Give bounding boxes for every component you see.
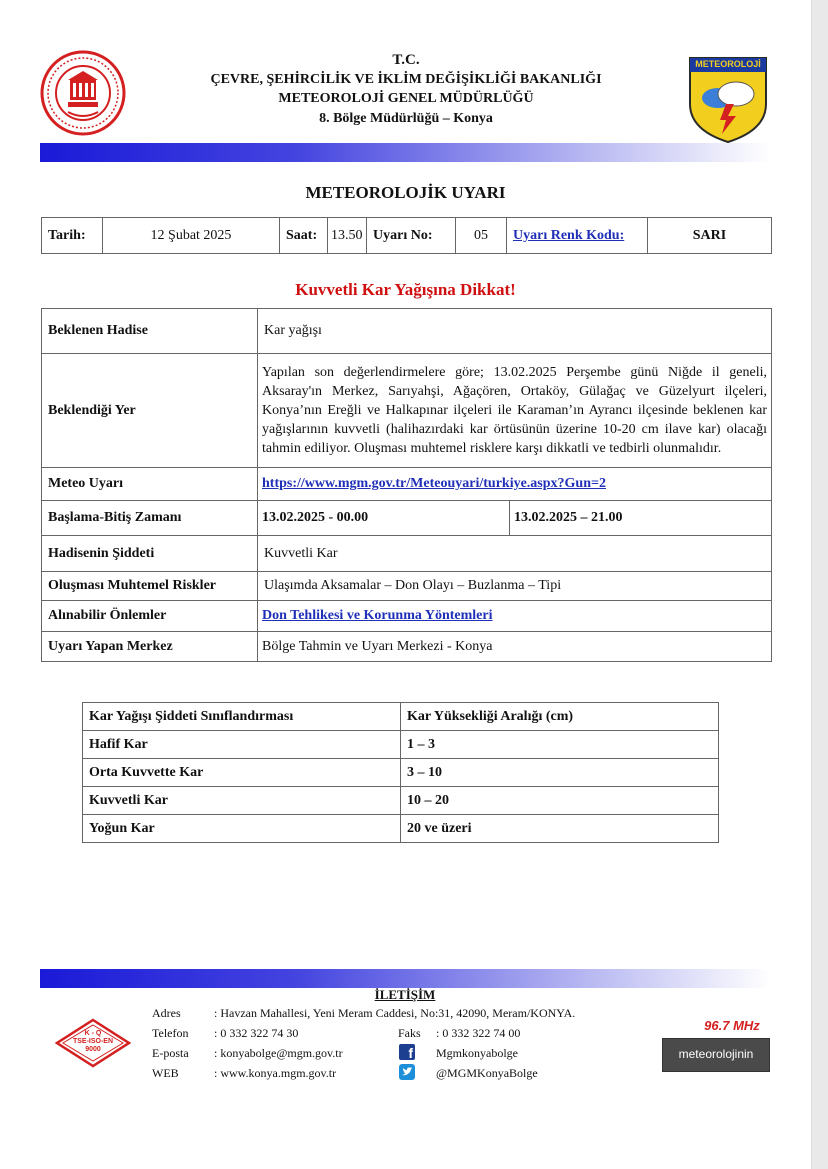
hadise-value: Kar yağışı <box>258 309 772 354</box>
ministry-seal-logo <box>40 50 126 136</box>
warning-headline: Kuvvetli Kar Yağışına Dikkat! <box>295 280 516 299</box>
contact-title: İLETİŞİM <box>374 987 436 1002</box>
facebook-handle[interactable]: Mgmkonyabolge <box>436 1046 518 1060</box>
radio-logo <box>662 1038 770 1072</box>
yer-label: Beklendiği Yer <box>42 354 258 468</box>
start-time: 13.02.2025 - 00.00 <box>258 501 510 536</box>
class-range: 20 ve üzeri <box>401 815 719 843</box>
tse-quality-badge <box>55 1018 131 1068</box>
meteo-label: Meteo Uyarı <box>42 468 258 501</box>
header-directorate: METEOROLOJİ GENEL MÜDÜRLÜĞÜ <box>278 91 534 106</box>
logo-right-text: METEOROLOJİ <box>695 59 761 69</box>
radio-logo-text: meteorolojinin <box>678 1047 754 1061</box>
tse-top-text: K - Q <box>84 1030 102 1037</box>
warning-no-value: 05 <box>456 218 507 254</box>
siddet-label: Hadisenin Şiddeti <box>42 536 258 572</box>
table-row <box>83 787 719 815</box>
risk-label: Oluşması Muhtemel Riskler <box>42 572 258 601</box>
phone-value: : 0 332 322 74 30 <box>214 1026 299 1040</box>
email-label: E-posta <box>152 1046 189 1060</box>
table-row <box>83 759 719 787</box>
header-ministry: ÇEVRE, ŞEHİRCİLİK VE İKLİM DEĞİŞİKLİĞİ BAKANLIĞI <box>210 72 602 87</box>
risk-value: Ulaşımda Aksamalar – Don Olayı – Buzlanma – Tipi <box>258 572 772 601</box>
class-range: 1 – 3 <box>401 731 719 759</box>
snow-classification-table <box>82 702 719 843</box>
email-value[interactable]: : konyabolge@mgm.gov.tr <box>214 1046 343 1060</box>
merkez-value: Bölge Tahmin ve Uyarı Merkezi - Konya <box>258 632 772 662</box>
twitter-icon[interactable] <box>399 1064 415 1080</box>
header-tc: T.C. <box>392 52 420 68</box>
address-label: Adres <box>152 1006 181 1020</box>
footer-color-bar <box>40 969 771 988</box>
class-header-height: Kar Yüksekliği Aralığı (cm) <box>401 703 719 731</box>
header-color-bar <box>40 143 771 162</box>
class-name: Yoğun Kar <box>83 815 401 843</box>
warning-details-table <box>41 308 772 662</box>
class-range: 3 – 10 <box>401 759 719 787</box>
zaman-label: Başlama-Bitiş Zamanı <box>42 501 258 536</box>
precautions-link[interactable]: Don Tehlikesi ve Korunma Yöntemleri <box>262 608 493 623</box>
header-region: 8. Bölge Müdürlüğü – Konya <box>319 111 493 126</box>
end-time: 13.02.2025 – 21.00 <box>510 501 772 536</box>
warning-info-table <box>41 217 772 254</box>
meteoroloji-shield-logo <box>688 56 768 144</box>
class-name: Orta Kuvvette Kar <box>83 759 401 787</box>
web-value[interactable]: : www.konya.mgm.gov.tr <box>214 1066 337 1080</box>
merkez-label: Uyarı Yapan Merkez <box>42 632 258 662</box>
time-label: Saat: <box>280 218 328 254</box>
hadise-label: Beklenen Hadise <box>42 309 258 354</box>
onlem-label: Alınabilir Önlemler <box>42 601 258 632</box>
color-code-link[interactable]: Uyarı Renk Kodu: <box>513 227 625 243</box>
facebook-icon[interactable]: f <box>399 1044 415 1060</box>
time-value: 13.50 <box>328 218 367 254</box>
tse-num: 9000 <box>85 1046 101 1053</box>
fax-value: : 0 332 322 74 00 <box>436 1026 521 1040</box>
color-code-value: SARI <box>648 218 772 254</box>
table-row <box>83 815 719 843</box>
address-value: : Havzan Mahallesi, Yeni Meram Caddesi, No:31, 42090, Meram/KONYA. <box>214 1006 576 1020</box>
class-range: 10 – 20 <box>401 787 719 815</box>
class-header-intensity: Kar Yağışı Şiddeti Sınıflandırması <box>83 703 401 731</box>
yer-value: Yapılan son değerlendirmelere göre; 13.02.2025 Perşembe günü Niğde il geneli, Aksaray'ın Merkez, Sarıyahşi, Ağaçören, Ortaköy, Gülağaç ve Güzelyurt ilçeleri, Konya’nın Ereğli ve Halkapınar ilçeleri ile Karaman’ın Ayrancı ilçesinde beklenen kar yağışlarının kuvvetli (halihazırdaki kar örtüsünün üzerine 10-20 cm ilave kar) olacağı tahmin ediliyor. Oluşması muhtemel risklere karşı dikkatli ve tedbirli olunmalıdır. <box>258 354 772 468</box>
class-name: Hafif Kar <box>83 731 401 759</box>
fax-label: Faks <box>398 1026 421 1040</box>
warning-no-label: Uyarı No: <box>367 218 456 254</box>
twitter-handle[interactable]: @MGMKonyaBolge <box>436 1066 538 1080</box>
document-title: METEOROLOJİK UYARI <box>305 183 506 202</box>
table-row <box>83 731 719 759</box>
date-label: Tarih: <box>42 218 103 254</box>
radio-frequency: 96.7 MHz <box>704 1018 760 1033</box>
meteo-warning-link[interactable]: https://www.mgm.gov.tr/Meteouyari/turkiye.aspx?Gun=2 <box>262 476 606 491</box>
tse-text: TSE-ISO-EN <box>72 1038 114 1045</box>
web-label: WEB <box>152 1066 179 1080</box>
date-value: 12 Şubat 2025 <box>103 218 280 254</box>
class-name: Kuvvetli Kar <box>83 787 401 815</box>
page-edge-shadow <box>811 0 828 1169</box>
phone-label: Telefon <box>152 1026 189 1040</box>
siddet-value: Kuvvetli Kar <box>258 536 772 572</box>
